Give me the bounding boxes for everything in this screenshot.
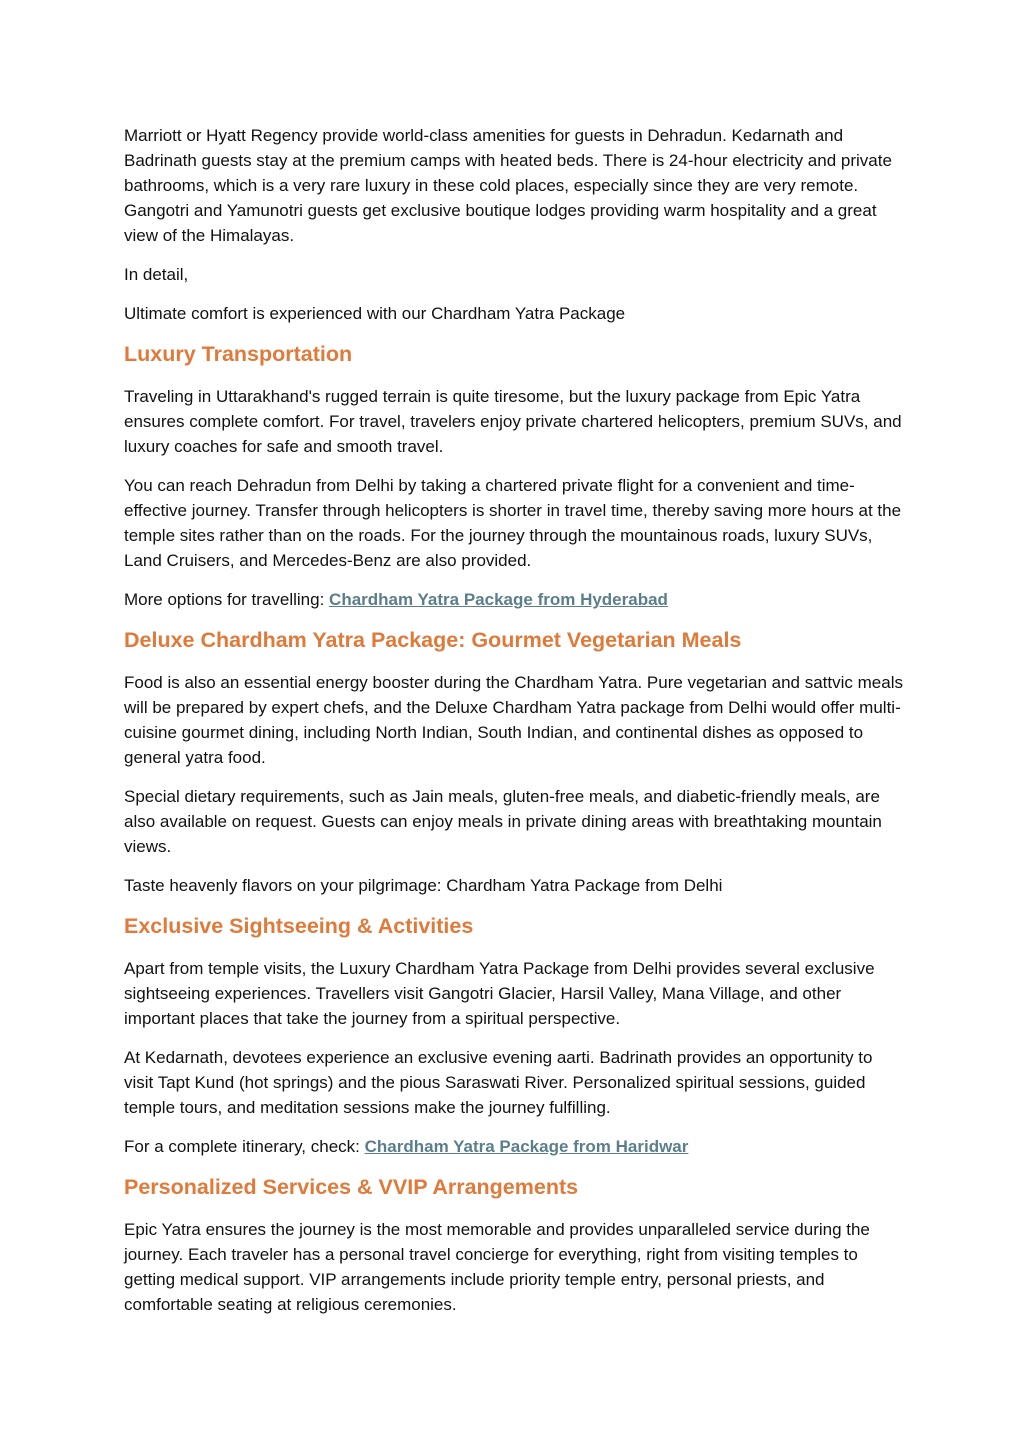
link-chardham-hyderabad[interactable]: Chardham Yatra Package from Hyderabad — [329, 590, 668, 609]
meals-paragraph-1: Food is also an essential energy booster during the Chardham Yatra. Pure vegetarian and sattvic meals will be prepared by expert chefs, and the Deluxe Chardham Yatra package from Delhi would offer multi-cuisine gourmet dining, including North Indian, South Indian, and continental dishes as opposed to general yatra food. — [124, 673, 903, 767]
transport-more-options — [124, 587, 904, 612]
meals-paragraph-3: Taste heavenly flavors on your pilgrimage: Chardham Yatra Package from Delhi — [124, 876, 723, 895]
meals-paragraph-2: Special dietary requirements, such as Jain meals, gluten-free meals, and diabetic-friendly meals, are also available on request. Guests can enjoy meals in private dining areas with breathtaking mountain views. — [124, 787, 882, 856]
sightseeing-itinerary-label: For a complete itinerary, check: — [124, 1137, 365, 1156]
transport-more-options-label: More options for travelling: — [124, 590, 330, 609]
sightseeing-itinerary — [124, 1134, 904, 1159]
sightseeing-paragraph-2: At Kedarnath, devotees experience an exclusive evening aarti. Badrinath provides an opportunity to visit Tapt Kund (hot springs) and the pious Saraswati River. Personalized spiritual sessions, guided temple tours, and meditation sessions make the journey fulfilling. — [124, 1048, 873, 1117]
heading-exclusive-sightseeing: Exclusive Sightseeing & Activities — [124, 914, 474, 938]
transport-paragraph-1: Traveling in Uttarakhand's rugged terrain is quite tiresome, but the luxury package from Epic Yatra ensures complete comfort. For travel, travelers enjoy private chartered helicopters, premium SUVs, and luxury coaches for safe and smooth travel. — [124, 387, 902, 456]
sightseeing-paragraph-1: Apart from temple visits, the Luxury Chardham Yatra Package from Delhi provides several exclusive sightseeing experiences. Travellers visit Gangotri Glacier, Harsil Valley, Mana Village, and other important places that take the journey from a spiritual perspective. — [124, 959, 875, 1028]
intro-paragraph-in-detail: In detail, — [124, 265, 189, 284]
document-page — [124, 123, 904, 1331]
heading-personalized-services: Personalized Services & VVIP Arrangements — [124, 1175, 579, 1199]
heading-luxury-transportation: Luxury Transportation — [124, 342, 353, 366]
services-paragraph-1: Epic Yatra ensures the journey is the most memorable and provides unparalleled service during the journey. Each traveler has a personal travel concierge for everything, right from visiting temples to getting medical support. VIP arrangements include priority temple entry, personal priests, and comfortable seating at religious ceremonies. — [124, 1220, 870, 1314]
link-chardham-haridwar[interactable]: Chardham Yatra Package from Haridwar — [364, 1137, 689, 1156]
transport-paragraph-2: You can reach Dehradun from Delhi by taking a chartered private flight for a convenient and time-effective journey. Transfer through helicopters is shorter in travel time, thereby saving more hours at the temple sites rather than on the roads. For the journey through the mountainous roads, luxury SUVs, Land Cruisers, and Mercedes-Benz are also provided. — [124, 476, 902, 570]
heading-gourmet-meals: Deluxe Chardham Yatra Package: Gourmet Vegetarian Meals — [124, 628, 742, 652]
intro-paragraph-accommodation: Marriott or Hyatt Regency provide world-class amenities for guests in Dehradun. Kedarnath and Badrinath guests stay at the premium camps with heated beds. There is 24-hour electricity and private bathrooms, which is a very rare luxury in these cold places, especially since they are very remote. Gangotri and Yamunotri guests get exclusive boutique lodges providing warm hospitality and a great view of the Himalayas. — [124, 126, 892, 245]
intro-paragraph-comfort: Ultimate comfort is experienced with our Chardham Yatra Package — [124, 304, 626, 323]
